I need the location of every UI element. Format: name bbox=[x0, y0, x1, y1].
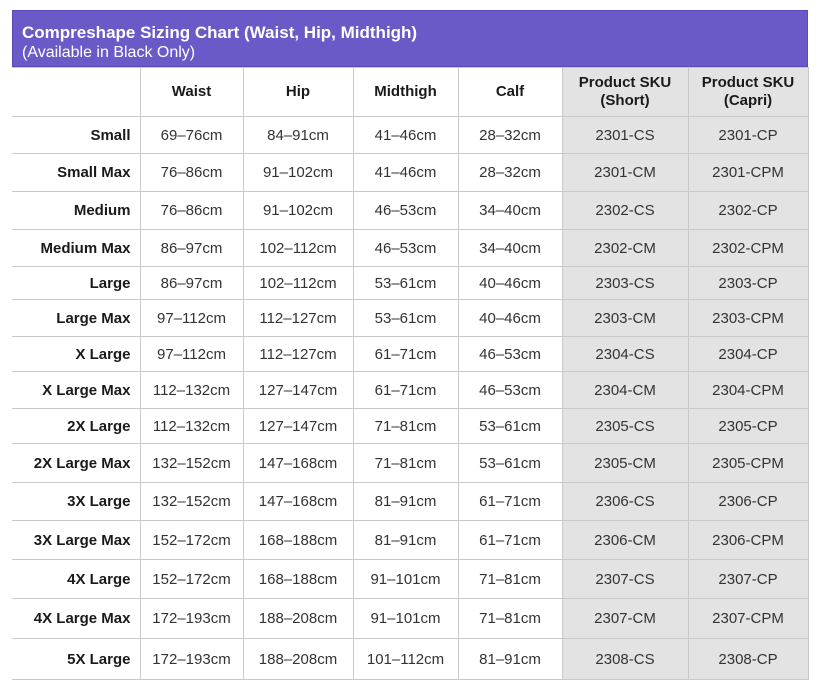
midthigh-cell: 91–101cm bbox=[353, 599, 458, 639]
sku-short-cell: 2303-CM bbox=[562, 300, 688, 337]
calf-cell: 53–61cm bbox=[458, 409, 562, 444]
table-row bbox=[12, 230, 808, 267]
hip-cell: 127–147cm bbox=[243, 372, 353, 409]
chart-title: Compreshape Sizing Chart (Waist, Hip, Midthigh) bbox=[22, 23, 418, 42]
sku-capri-cell: 2308-CP bbox=[688, 639, 808, 680]
sku-capri-cell: 2302-CP bbox=[688, 192, 808, 230]
table-row bbox=[12, 560, 808, 599]
calf-cell: 46–53cm bbox=[458, 372, 562, 409]
header-sku-capri-line2: (Capri) bbox=[723, 92, 773, 109]
midthigh-cell: 101–112cm bbox=[353, 639, 458, 680]
calf-cell: 40–46cm bbox=[458, 300, 562, 337]
hip-cell: 127–147cm bbox=[243, 409, 353, 444]
size-cell: Small Max bbox=[12, 154, 140, 192]
chart-subtitle: (Available in Black Only) bbox=[22, 44, 196, 61]
table-row bbox=[12, 337, 808, 372]
calf-cell: 28–32cm bbox=[458, 154, 562, 192]
waist-cell: 86–97cm bbox=[140, 230, 243, 267]
table-body bbox=[12, 117, 808, 680]
waist-cell: 172–193cm bbox=[140, 599, 243, 639]
header-sku-capri bbox=[688, 68, 808, 117]
table-row bbox=[12, 639, 808, 680]
midthigh-cell: 53–61cm bbox=[353, 267, 458, 300]
calf-cell: 46–53cm bbox=[458, 337, 562, 372]
calf-cell: 71–81cm bbox=[458, 560, 562, 599]
sku-capri-cell: 2304-CPM bbox=[688, 372, 808, 409]
sku-capri-cell: 2307-CP bbox=[688, 560, 808, 599]
sku-capri-cell: 2301-CP bbox=[688, 117, 808, 154]
hip-cell: 102–112cm bbox=[243, 230, 353, 267]
calf-cell: 81–91cm bbox=[458, 639, 562, 680]
sku-short-cell: 2308-CS bbox=[562, 639, 688, 680]
chart-title-banner bbox=[12, 10, 808, 67]
calf-cell: 28–32cm bbox=[458, 117, 562, 154]
table-header-row bbox=[12, 68, 808, 117]
sku-short-cell: 2302-CS bbox=[562, 192, 688, 230]
table-row bbox=[12, 372, 808, 409]
size-cell: 4X Large Max bbox=[12, 599, 140, 639]
sku-short-cell: 2301-CS bbox=[562, 117, 688, 154]
sizing-table bbox=[12, 67, 809, 680]
waist-cell: 152–172cm bbox=[140, 560, 243, 599]
table-row bbox=[12, 599, 808, 639]
sku-short-cell: 2304-CM bbox=[562, 372, 688, 409]
size-cell: Large Max bbox=[12, 300, 140, 337]
hip-cell: 91–102cm bbox=[243, 154, 353, 192]
midthigh-cell: 41–46cm bbox=[353, 117, 458, 154]
header-sku-short-line1: Product SKU bbox=[578, 74, 672, 91]
size-cell: X Large Max bbox=[12, 372, 140, 409]
midthigh-cell: 71–81cm bbox=[353, 409, 458, 444]
table-row bbox=[12, 267, 808, 300]
size-cell: 2X Large Max bbox=[12, 444, 140, 483]
header-hip: Hip bbox=[243, 68, 353, 117]
size-cell: 2X Large bbox=[12, 409, 140, 444]
table-row bbox=[12, 444, 808, 483]
waist-cell: 69–76cm bbox=[140, 117, 243, 154]
waist-cell: 76–86cm bbox=[140, 154, 243, 192]
midthigh-cell: 41–46cm bbox=[353, 154, 458, 192]
header-waist: Waist bbox=[140, 68, 243, 117]
hip-cell: 188–208cm bbox=[243, 599, 353, 639]
calf-cell: 53–61cm bbox=[458, 444, 562, 483]
hip-cell: 112–127cm bbox=[243, 337, 353, 372]
sku-short-cell: 2305-CS bbox=[562, 409, 688, 444]
waist-cell: 132–152cm bbox=[140, 444, 243, 483]
midthigh-cell: 81–91cm bbox=[353, 483, 458, 521]
sku-short-cell: 2304-CS bbox=[562, 337, 688, 372]
calf-cell: 34–40cm bbox=[458, 230, 562, 267]
hip-cell: 168–188cm bbox=[243, 521, 353, 560]
midthigh-cell: 81–91cm bbox=[353, 521, 458, 560]
calf-cell: 71–81cm bbox=[458, 599, 562, 639]
waist-cell: 112–132cm bbox=[140, 372, 243, 409]
hip-cell: 168–188cm bbox=[243, 560, 353, 599]
sku-short-cell: 2303-CS bbox=[562, 267, 688, 300]
waist-cell: 76–86cm bbox=[140, 192, 243, 230]
waist-cell: 132–152cm bbox=[140, 483, 243, 521]
size-cell: Large bbox=[12, 267, 140, 300]
waist-cell: 86–97cm bbox=[140, 267, 243, 300]
hip-cell: 147–168cm bbox=[243, 483, 353, 521]
table-row bbox=[12, 192, 808, 230]
sku-capri-cell: 2306-CP bbox=[688, 483, 808, 521]
waist-cell: 97–112cm bbox=[140, 300, 243, 337]
table-row bbox=[12, 154, 808, 192]
midthigh-cell: 91–101cm bbox=[353, 560, 458, 599]
header-size bbox=[12, 68, 140, 117]
table-row bbox=[12, 521, 808, 560]
midthigh-cell: 46–53cm bbox=[353, 230, 458, 267]
hip-cell: 188–208cm bbox=[243, 639, 353, 680]
table-row bbox=[12, 483, 808, 521]
sku-capri-cell: 2306-CPM bbox=[688, 521, 808, 560]
calf-cell: 61–71cm bbox=[458, 483, 562, 521]
sizing-chart bbox=[12, 10, 808, 680]
sku-capri-cell: 2307-CPM bbox=[688, 599, 808, 639]
size-cell: 3X Large bbox=[12, 483, 140, 521]
sku-capri-cell: 2305-CP bbox=[688, 409, 808, 444]
midthigh-cell: 61–71cm bbox=[353, 372, 458, 409]
header-sku-capri-line1: Product SKU bbox=[701, 74, 795, 91]
header-sku-short-line2: (Short) bbox=[600, 92, 650, 109]
header-midthigh: Midthigh bbox=[353, 68, 458, 117]
sku-capri-cell: 2305-CPM bbox=[688, 444, 808, 483]
calf-cell: 61–71cm bbox=[458, 521, 562, 560]
header-sku-short bbox=[562, 68, 688, 117]
calf-cell: 34–40cm bbox=[458, 192, 562, 230]
table-row bbox=[12, 117, 808, 154]
size-cell: Small bbox=[12, 117, 140, 154]
hip-cell: 112–127cm bbox=[243, 300, 353, 337]
sku-short-cell: 2301-CM bbox=[562, 154, 688, 192]
waist-cell: 97–112cm bbox=[140, 337, 243, 372]
sku-capri-cell: 2303-CP bbox=[688, 267, 808, 300]
hip-cell: 91–102cm bbox=[243, 192, 353, 230]
table-row bbox=[12, 409, 808, 444]
sku-short-cell: 2305-CM bbox=[562, 444, 688, 483]
midthigh-cell: 46–53cm bbox=[353, 192, 458, 230]
sku-short-cell: 2307-CS bbox=[562, 560, 688, 599]
hip-cell: 102–112cm bbox=[243, 267, 353, 300]
midthigh-cell: 53–61cm bbox=[353, 300, 458, 337]
size-cell: Medium bbox=[12, 192, 140, 230]
calf-cell: 40–46cm bbox=[458, 267, 562, 300]
table-row bbox=[12, 300, 808, 337]
sku-short-cell: 2306-CS bbox=[562, 483, 688, 521]
size-cell: 3X Large Max bbox=[12, 521, 140, 560]
midthigh-cell: 61–71cm bbox=[353, 337, 458, 372]
size-cell: 5X Large bbox=[12, 639, 140, 680]
sku-capri-cell: 2301-CPM bbox=[688, 154, 808, 192]
hip-cell: 84–91cm bbox=[243, 117, 353, 154]
waist-cell: 112–132cm bbox=[140, 409, 243, 444]
sku-capri-cell: 2304-CP bbox=[688, 337, 808, 372]
sku-short-cell: 2302-CM bbox=[562, 230, 688, 267]
size-cell: 4X Large bbox=[12, 560, 140, 599]
size-cell: X Large bbox=[12, 337, 140, 372]
midthigh-cell: 71–81cm bbox=[353, 444, 458, 483]
sku-capri-cell: 2303-CPM bbox=[688, 300, 808, 337]
sku-short-cell: 2306-CM bbox=[562, 521, 688, 560]
waist-cell: 152–172cm bbox=[140, 521, 243, 560]
sku-capri-cell: 2302-CPM bbox=[688, 230, 808, 267]
size-cell: Medium Max bbox=[12, 230, 140, 267]
header-calf: Calf bbox=[458, 68, 562, 117]
sku-short-cell: 2307-CM bbox=[562, 599, 688, 639]
hip-cell: 147–168cm bbox=[243, 444, 353, 483]
waist-cell: 172–193cm bbox=[140, 639, 243, 680]
